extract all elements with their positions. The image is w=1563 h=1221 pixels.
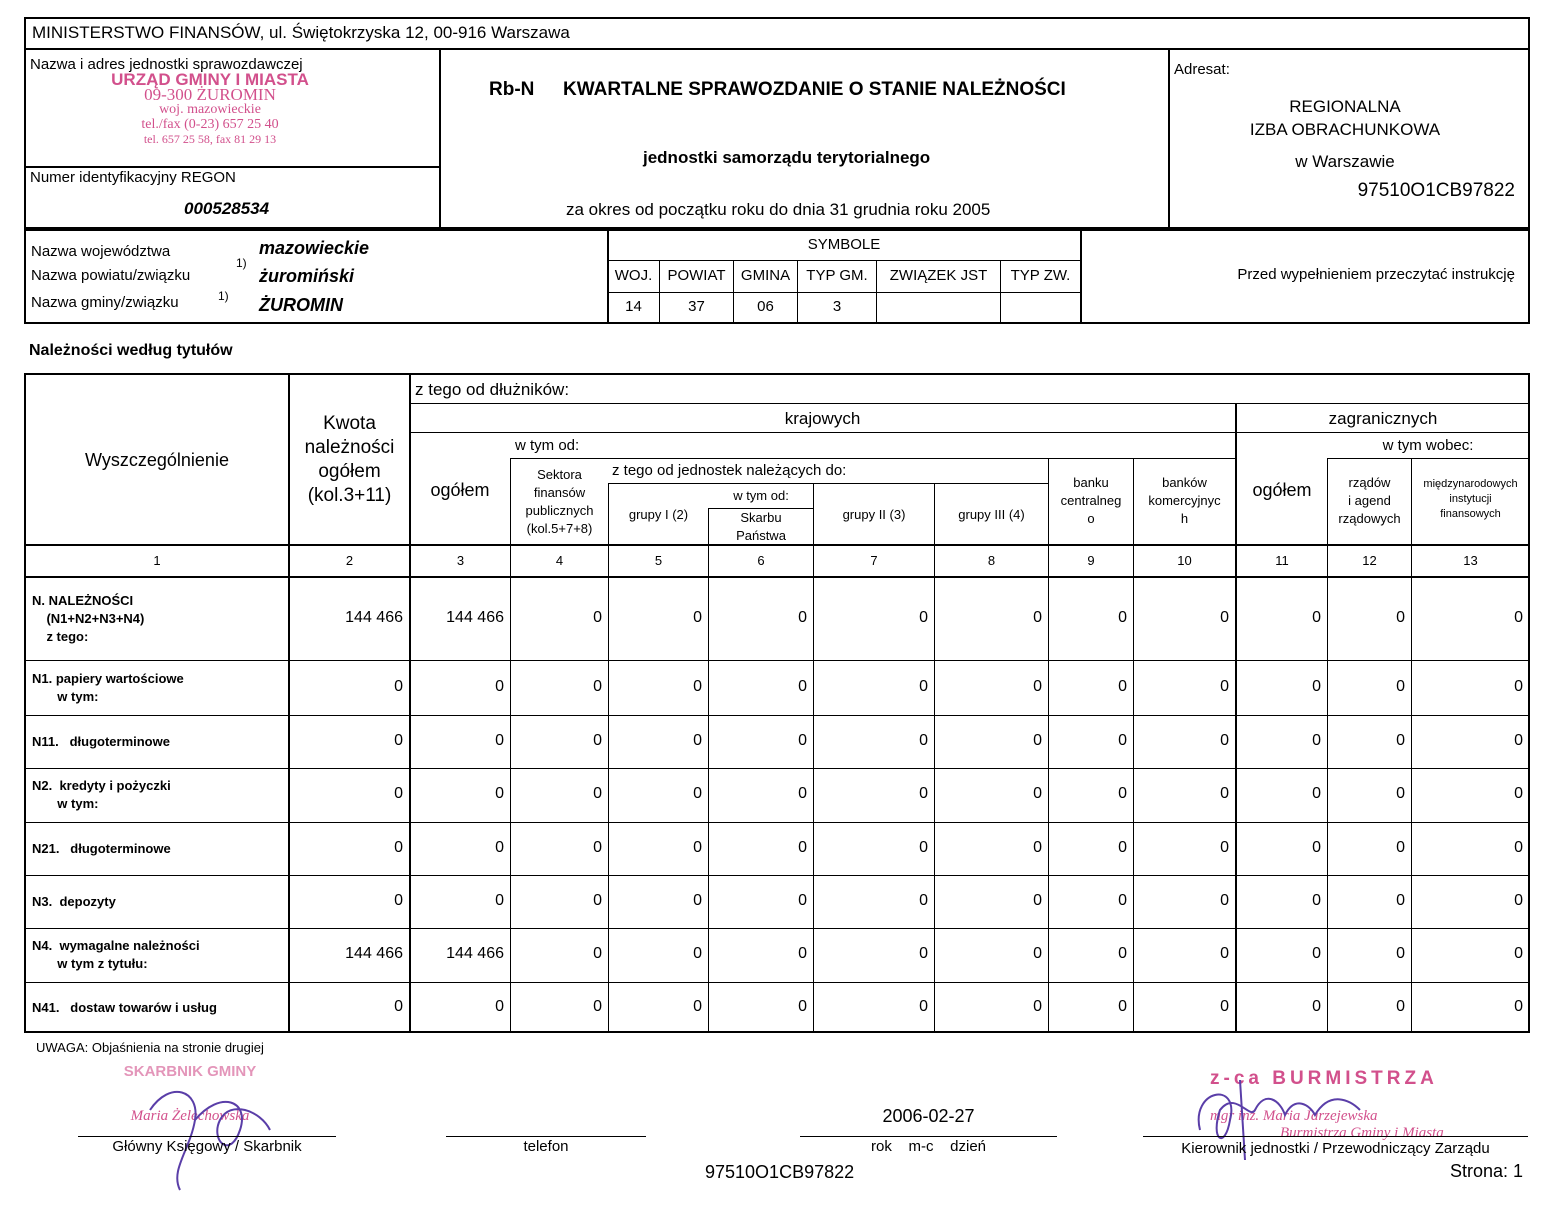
header-divider bbox=[24, 48, 1530, 50]
table-cell: 0 bbox=[798, 891, 807, 909]
divider bbox=[410, 403, 1529, 404]
row-divider bbox=[24, 715, 1530, 716]
column-number: 12 bbox=[1362, 553, 1377, 568]
document-code: 97510O1CB97822 bbox=[705, 1162, 855, 1182]
stamp-line: mgr inż. Maria Jarzejewska bbox=[1210, 1108, 1378, 1124]
column-number: 8 bbox=[987, 553, 996, 568]
table-cell: 0 bbox=[1118, 677, 1127, 695]
table-cell: 0 bbox=[1118, 838, 1127, 856]
table-cell: 0 bbox=[394, 891, 403, 909]
report-subtitle: jednostki samorządu terytorialnego bbox=[643, 148, 931, 167]
unit-stamp bbox=[60, 72, 360, 147]
header-line: banków bbox=[1162, 475, 1207, 490]
header-line: (kol.5+7+8) bbox=[526, 521, 593, 536]
header-line: o bbox=[1087, 511, 1095, 526]
table-cell: 0 bbox=[394, 785, 403, 802]
divider bbox=[608, 292, 1080, 293]
table-cell: 0 bbox=[919, 945, 928, 962]
table-cell: 0 bbox=[1220, 785, 1229, 802]
table-cell: 144 466 bbox=[446, 608, 504, 626]
instruction-note: Przed wypełnieniem przeczytać instrukcję bbox=[1237, 266, 1515, 283]
table-cell: 0 bbox=[1396, 731, 1405, 749]
header-international bbox=[1412, 477, 1529, 522]
unit-name-label: Nazwa i adres jednostki sprawozdawczej bbox=[30, 56, 303, 73]
header-line: h bbox=[1180, 511, 1189, 526]
signature-line bbox=[446, 1136, 646, 1137]
table-cell: 0 bbox=[693, 945, 702, 962]
table-cell: 0 bbox=[394, 677, 403, 695]
header-treasury bbox=[709, 509, 813, 545]
row-label: N21. długoterminowe bbox=[32, 840, 171, 856]
table-cell: 0 bbox=[495, 785, 504, 802]
table-cell: 0 bbox=[1033, 891, 1042, 909]
table-cell: 144 466 bbox=[446, 945, 504, 962]
header-group1: grupy I (2) bbox=[628, 507, 689, 522]
column-number: 7 bbox=[870, 553, 878, 568]
table-cell: 0 bbox=[495, 891, 504, 909]
table-cell: 0 bbox=[693, 785, 702, 802]
row-divider bbox=[24, 768, 1530, 769]
table-cell: 0 bbox=[1312, 997, 1321, 1015]
header-group2: grupy II (3) bbox=[842, 507, 906, 522]
table-cell: 0 bbox=[1220, 677, 1229, 695]
symbol-header-typ-gm: TYP GM. bbox=[806, 267, 868, 284]
table-cell: 0 bbox=[1514, 785, 1523, 802]
header-specification: Wyszczególnienie bbox=[85, 450, 229, 470]
footnote-mark: 1) bbox=[236, 256, 247, 270]
table-cell: 0 bbox=[593, 997, 602, 1015]
header-line: rządów bbox=[1348, 475, 1391, 490]
table-cell: 0 bbox=[1514, 838, 1523, 856]
header-debtors: z tego od dłużników: bbox=[415, 380, 570, 399]
row-label: N3. depozyty bbox=[32, 893, 116, 909]
signature-line bbox=[800, 1136, 1057, 1137]
column-number: 3 bbox=[456, 553, 465, 568]
table-cell: 0 bbox=[1220, 731, 1229, 749]
section-title: Należności według tytułów bbox=[29, 342, 233, 359]
table-cell: 0 bbox=[693, 608, 702, 626]
header-general: ogółem bbox=[430, 480, 490, 500]
table-cell: 0 bbox=[1312, 677, 1321, 695]
table-cell: 0 bbox=[919, 785, 928, 802]
table-cell: 0 bbox=[1220, 891, 1229, 909]
table-cell: 0 bbox=[693, 731, 702, 749]
stamp-line: Burmistrza Gminy i Miasta bbox=[1280, 1125, 1444, 1141]
header-line: rządowych bbox=[1338, 511, 1401, 526]
table-cell: 0 bbox=[798, 608, 807, 626]
table-cell: 0 bbox=[1514, 677, 1523, 695]
column-number: 2 bbox=[345, 553, 354, 568]
table-cell: 0 bbox=[1312, 608, 1321, 626]
gmina-label: Nazwa gminy/związku bbox=[31, 294, 179, 311]
header-public-sector bbox=[511, 466, 608, 538]
symbols-title: SYMBOLE bbox=[807, 236, 881, 253]
header-line: komercyjnyc bbox=[1148, 493, 1221, 508]
stamp-line: SKARBNIK GMINY bbox=[123, 1063, 257, 1080]
table-cell: 0 bbox=[1033, 731, 1042, 749]
table-cell: 0 bbox=[919, 677, 928, 695]
header-incl-towards: w tym wobec: bbox=[1382, 437, 1474, 454]
header-foreign: zagranicznych bbox=[1328, 409, 1438, 428]
header-line: finansowych bbox=[1440, 508, 1501, 520]
table-cell: 0 bbox=[693, 677, 702, 695]
symbol-value-woj: 14 bbox=[625, 298, 642, 315]
table-cell: 0 bbox=[1312, 785, 1321, 802]
accountant-signature-icon bbox=[110, 1060, 290, 1200]
divider bbox=[1168, 48, 1170, 229]
table-cell: 0 bbox=[1033, 997, 1042, 1015]
column-number: 5 bbox=[654, 553, 663, 568]
table-cell: 0 bbox=[1396, 891, 1405, 909]
divider bbox=[409, 373, 411, 1033]
phone-label: telefon bbox=[523, 1138, 569, 1155]
table-cell: 0 bbox=[1396, 785, 1405, 802]
table-cell: 0 bbox=[593, 785, 602, 802]
row-label: N2. kredyty i pożyczki w tym: bbox=[32, 778, 171, 811]
table-cell: 0 bbox=[1312, 945, 1321, 962]
table-cell: 0 bbox=[1396, 997, 1405, 1015]
powiat-value: żuromiński bbox=[259, 266, 355, 286]
row-label: N1. papiery wartościowe w tym: bbox=[32, 670, 184, 704]
report-code: Rb-N bbox=[489, 79, 535, 100]
header-line: Skarbu bbox=[740, 510, 782, 525]
header-total-line: Kwota bbox=[323, 413, 376, 434]
table-cell: 0 bbox=[593, 677, 602, 695]
stamp-line: woj. mazowieckie bbox=[159, 102, 261, 117]
date-label: rok m-c dzień bbox=[870, 1138, 987, 1155]
symbol-header-zwiazek: ZWIĄZEK JST bbox=[889, 267, 988, 284]
row-label: N11. długoterminowe bbox=[32, 733, 170, 749]
symbol-header-powiat: POWIAT bbox=[667, 267, 726, 284]
header-incl-from: w tym od: bbox=[515, 437, 580, 454]
signature-line bbox=[78, 1136, 336, 1137]
header-line: Państwa bbox=[736, 528, 786, 543]
table-cell: 0 bbox=[1514, 891, 1523, 909]
divider bbox=[24, 166, 440, 168]
column-number: 1 bbox=[153, 553, 161, 568]
stamp-line: tel./fax (0-23) 657 25 40 bbox=[141, 117, 279, 132]
row-divider bbox=[24, 928, 1530, 929]
table-cell: 0 bbox=[495, 677, 504, 695]
header-central-bank bbox=[1049, 474, 1133, 528]
table-cell: 0 bbox=[1118, 608, 1127, 626]
table-cell: 0 bbox=[798, 945, 807, 962]
stamp-line: tel. 657 25 58, fax 81 29 13 bbox=[143, 132, 277, 146]
header-total-line: (kol.3+11) bbox=[307, 485, 392, 506]
table-cell: 0 bbox=[1514, 608, 1523, 626]
header-commercial-banks bbox=[1134, 474, 1235, 528]
column-number: 9 bbox=[1087, 553, 1095, 568]
table-cell: 0 bbox=[593, 731, 602, 749]
symbol-value-powiat: 37 bbox=[688, 298, 705, 315]
table-cell: 0 bbox=[1514, 731, 1523, 749]
table-cell: 0 bbox=[593, 838, 602, 856]
table-cell: 0 bbox=[1396, 838, 1405, 856]
symbol-value-gmina: 06 bbox=[757, 298, 774, 315]
table-cell: 0 bbox=[495, 731, 504, 749]
table-cell: 0 bbox=[1118, 731, 1127, 749]
divider bbox=[1080, 229, 1082, 324]
header-domestic: krajowych bbox=[784, 409, 861, 428]
table-cell: 0 bbox=[593, 945, 602, 962]
table-cell: 0 bbox=[1396, 945, 1405, 962]
report-date: 2006-02-27 bbox=[882, 1106, 975, 1126]
row-label: N. NALEŻNOŚCI (N1+N2+N3+N4) z tego: bbox=[32, 592, 145, 644]
table-cell: 0 bbox=[1118, 891, 1127, 909]
table-cell: 0 bbox=[1033, 785, 1042, 802]
stamp-line: 09-300 ŻUROMIN bbox=[144, 85, 276, 104]
column-number: 4 bbox=[555, 553, 564, 568]
woj-label: Nazwa województwa bbox=[31, 243, 171, 260]
table-cell: 0 bbox=[798, 997, 807, 1015]
table-cell: 0 bbox=[593, 891, 602, 909]
header-general-foreign: ogółem bbox=[1252, 480, 1312, 500]
table-cell: 0 bbox=[1514, 997, 1523, 1015]
header-group3: grupy III (4) bbox=[958, 507, 1025, 522]
footer-note: UWAGA: Objaśnienia na stronie drugiej bbox=[36, 1040, 264, 1055]
column-number: 10 bbox=[1177, 553, 1192, 568]
divider bbox=[24, 576, 1530, 578]
row-divider bbox=[24, 982, 1530, 983]
table-cell: 0 bbox=[1118, 945, 1127, 962]
table-cell: 0 bbox=[394, 838, 403, 856]
signature-line bbox=[1143, 1136, 1528, 1137]
regon-label: Numer identyfikacyjny REGON bbox=[30, 169, 236, 186]
addressee-code: 97510O1CB97822 bbox=[1357, 180, 1515, 201]
table-cell: 0 bbox=[495, 997, 504, 1015]
header-total-line: należności bbox=[304, 437, 395, 458]
table-cell: 0 bbox=[798, 677, 807, 695]
symbol-header-woj: WOJ. bbox=[614, 267, 653, 284]
header-line: międzynarodowych bbox=[1423, 478, 1518, 490]
report-title: KWARTALNE SPRAWOZDANIE O STANIE NALEŻNOŚCI bbox=[563, 79, 1066, 100]
header-line: banku bbox=[1073, 475, 1109, 490]
table-cell: 0 bbox=[919, 838, 928, 856]
table-cell: 0 bbox=[1118, 785, 1127, 802]
header-incl-from-2: w tym od: bbox=[733, 488, 789, 503]
table-cell: 0 bbox=[394, 731, 403, 749]
woj-value: mazowieckie bbox=[259, 238, 370, 258]
table-cell: 0 bbox=[693, 997, 702, 1015]
divider bbox=[608, 483, 1048, 484]
report-period: za okres od początku roku do dnia 31 grudnia roku 2005 bbox=[566, 200, 991, 219]
table-cell: 0 bbox=[798, 731, 807, 749]
table-cell: 0 bbox=[1312, 891, 1321, 909]
header-total-line: ogółem bbox=[318, 461, 381, 482]
row-label: N4. wymagalne należności w tym z tytułu: bbox=[32, 938, 200, 971]
footnote-mark: 1) bbox=[218, 289, 229, 303]
header-line: publicznych bbox=[525, 503, 594, 518]
symbol-header-gmina: GMINA bbox=[740, 267, 791, 284]
divider bbox=[608, 260, 1080, 261]
header-units: z tego od jednostek należących do: bbox=[612, 462, 847, 479]
table-cell: 0 bbox=[1312, 731, 1321, 749]
table-cell: 0 bbox=[798, 785, 807, 802]
table-cell: 0 bbox=[1220, 838, 1229, 856]
header-line: Sektora bbox=[537, 467, 582, 482]
stamp-line: URZĄD GMINY I MIASTA bbox=[111, 70, 309, 89]
table-cell: 0 bbox=[919, 608, 928, 626]
regon-value: 000528534 bbox=[184, 199, 270, 218]
ministry-address: MINISTERSTWO FINANSÓW, ul. Świętokrzyska 12, 00-916 Warszawa bbox=[32, 23, 570, 42]
table-cell: 144 466 bbox=[345, 608, 403, 626]
row-divider bbox=[24, 660, 1530, 661]
table-cell: 0 bbox=[919, 891, 928, 909]
row-divider bbox=[24, 822, 1530, 823]
header-line: instytucji bbox=[1449, 493, 1492, 505]
header-governments bbox=[1328, 474, 1411, 528]
table-cell: 0 bbox=[1033, 677, 1042, 695]
gmina-value: ŻUROMIN bbox=[259, 295, 343, 315]
addressee-label: Adresat: bbox=[1174, 61, 1230, 78]
addressee-line2: IZBA OBRACHUNKOWA bbox=[1249, 120, 1441, 139]
symbol-header-typ-zw: TYP ZW. bbox=[1010, 267, 1071, 284]
column-number: 13 bbox=[1463, 553, 1478, 568]
header-line: centralneg bbox=[1060, 493, 1122, 508]
accountant-label: Główny Księgowy / Skarbnik bbox=[112, 1138, 302, 1155]
table-cell: 144 466 bbox=[345, 945, 403, 962]
stamp-line: z-ca BURMISTRZA bbox=[1210, 1068, 1438, 1089]
divider bbox=[1327, 458, 1529, 459]
manager-label: Kierownik jednostki / Przewodniczący Zarządu bbox=[1181, 1140, 1490, 1157]
symbol-value-typ-gm: 3 bbox=[832, 298, 842, 315]
row-label: N41. dostaw towarów i usług bbox=[32, 999, 217, 1015]
table-cell: 0 bbox=[593, 608, 602, 626]
table-cell: 0 bbox=[798, 838, 807, 856]
table-cell: 0 bbox=[919, 731, 928, 749]
table-cell: 0 bbox=[1514, 945, 1523, 962]
table-cell: 0 bbox=[1118, 997, 1127, 1015]
divider bbox=[510, 458, 1235, 459]
addressee-line3: w Warszawie bbox=[1295, 152, 1395, 171]
addressee-line1: REGIONALNA bbox=[1289, 97, 1401, 116]
table-cell: 0 bbox=[1033, 945, 1042, 962]
table-cell: 0 bbox=[1220, 608, 1229, 626]
table-cell: 0 bbox=[1396, 608, 1405, 626]
divider bbox=[410, 432, 1529, 433]
column-number: 11 bbox=[1275, 553, 1289, 568]
header-line: i agend bbox=[1348, 493, 1391, 508]
powiat-label: Nazwa powiatu/związku bbox=[31, 267, 191, 284]
divider bbox=[439, 48, 441, 229]
table-cell: 0 bbox=[693, 838, 702, 856]
table-cell: 0 bbox=[1396, 677, 1405, 695]
table-cell: 0 bbox=[1033, 608, 1042, 626]
page-number: Strona: 1 bbox=[1450, 1161, 1524, 1181]
header-line: finansów bbox=[533, 485, 586, 500]
table-cell: 0 bbox=[394, 997, 403, 1015]
table-cell: 0 bbox=[693, 891, 702, 909]
table-cell: 0 bbox=[495, 838, 504, 856]
column-number: 6 bbox=[757, 553, 765, 568]
row-divider bbox=[24, 875, 1530, 876]
table-cell: 0 bbox=[919, 997, 928, 1015]
table-cell: 0 bbox=[1033, 838, 1042, 856]
table-cell: 0 bbox=[1312, 838, 1321, 856]
stamp-line: Maria Żelechowska bbox=[130, 1108, 250, 1124]
header-total bbox=[290, 412, 409, 508]
table-cell: 0 bbox=[1220, 945, 1229, 962]
table-cell: 0 bbox=[1220, 997, 1229, 1015]
